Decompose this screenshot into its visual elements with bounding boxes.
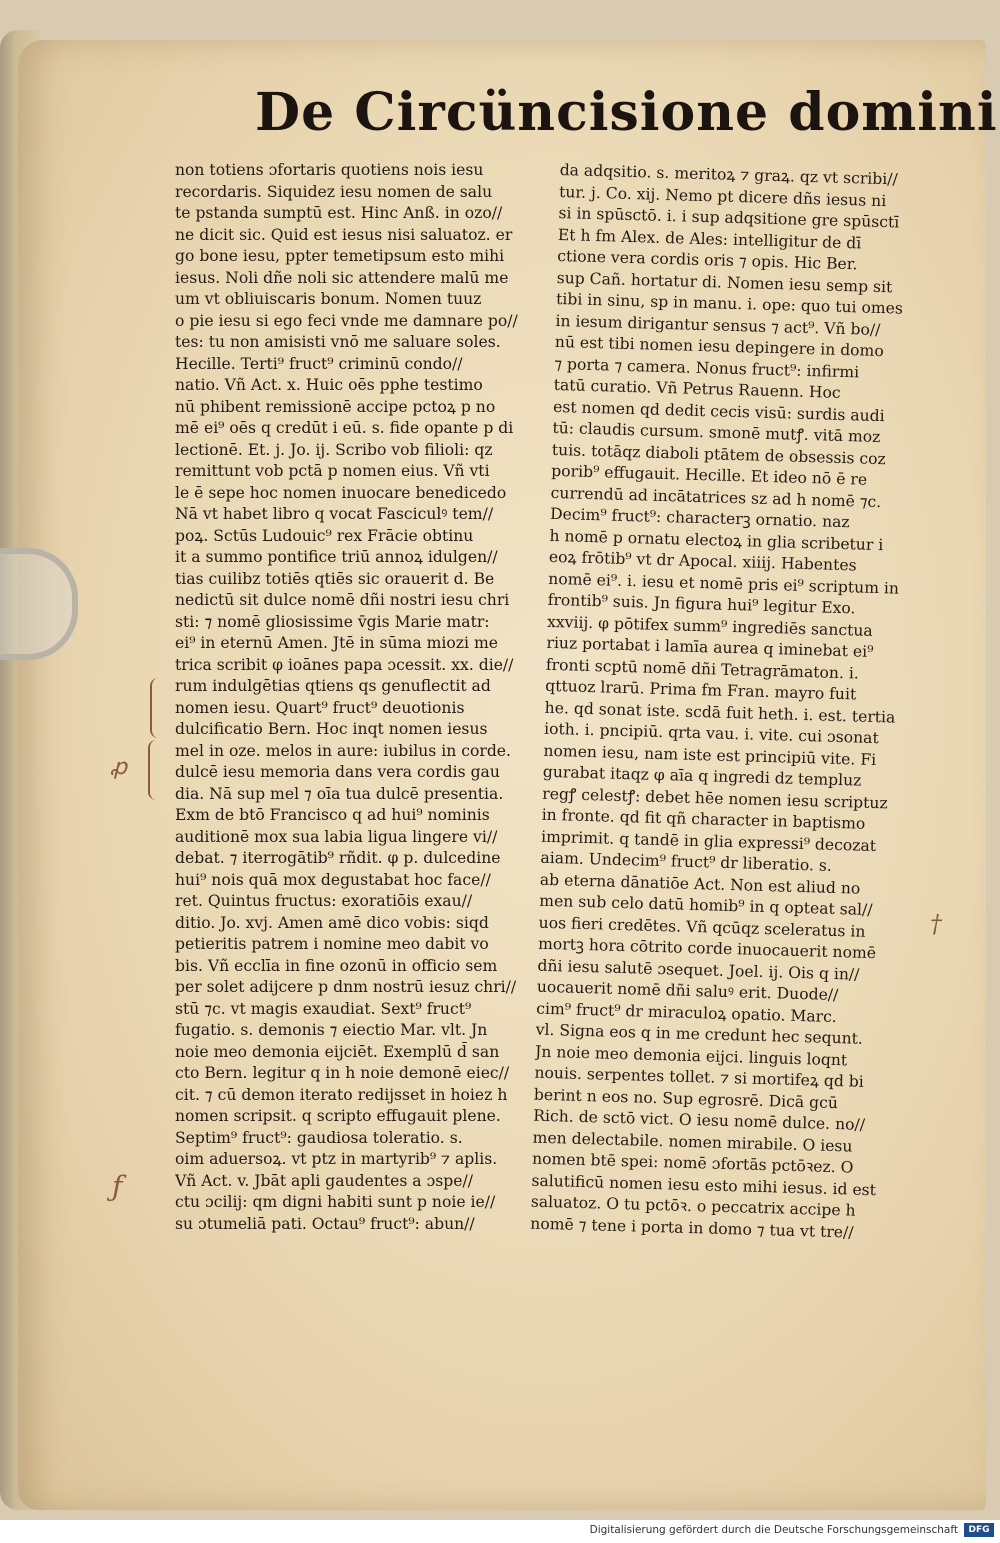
margin-note-mark: ƒ: [112, 1170, 123, 1203]
text-line: oim aduersoꝝ. vt ptz in martyrib⁹ ⁊ aplis.: [175, 1150, 498, 1168]
margin-bracket: [148, 740, 160, 800]
text-line: dulcificatio Bern. Hoc inqt nomen iesus: [175, 720, 488, 738]
text-line: Jn noie meo demonia eijci. linguis loqnt: [534, 1042, 848, 1069]
text-line: imprimit. q tandē in glia expressi⁹ decozat: [540, 827, 877, 855]
text-line: mē ei⁹ oēs q credūt i eū. s. fide opante p di: [175, 419, 514, 437]
margin-note-mark: †: [930, 910, 942, 938]
text-line: tū: claudis cursum. smonē mutꝭ. vitā moz: [552, 418, 881, 447]
text-line: stū ⁊c. vt magis exaudiat. Sext⁹ fruct⁹: [175, 999, 472, 1018]
text-line: nū est tibi nomen iesu depingere in domo: [554, 332, 884, 361]
text-line: ab eterna dānatiōe Act. Non est aliud no: [539, 870, 861, 898]
text-line: nomē ⁊ tene i porta in domo ⁊ tua vt tre//: [530, 1214, 854, 1242]
text-line: poꝝ. Sctūs Ludouic⁹ rex Frācie obtinu: [175, 526, 474, 545]
text-line: ctu ɔcilij: qm digni habiti sunt p noie ie//: [175, 1193, 496, 1211]
text-line: iesus. Noli dñe noli sic attendere malū me: [175, 268, 509, 287]
text-line: Et h fm Alex. de Ales: intelligitur de dī: [557, 225, 862, 252]
text-line: cim⁹ fruct⁹ dr miraculoꝝ opatio. Marc.: [536, 999, 838, 1026]
text-line: est nomen qd dedit cecis visū: surdis audi: [552, 397, 885, 425]
text-line: aiam. Undecim⁹ fruct⁹ dr liberatio. s.: [540, 848, 833, 875]
text-line: auditionē mox sua labia ligua lingere vi//: [175, 827, 498, 846]
text-line: dulcē iesu memoria dans vera cordis gau: [175, 763, 500, 781]
text-line: xxviij. φ pōtifex summ⁹ ingrediēs sanctua: [546, 612, 873, 640]
text-line: cit. ⁊ cū demon iterato redijsset in hoiez h: [175, 1085, 508, 1104]
text-line: um vt obliuiscaris bonum. Nomen tuuz: [175, 290, 482, 308]
text-line: ioth. i. pncipiū. qrta vau. i. vite. cui ɔsonat: [543, 719, 879, 748]
text-line: noie meo demonia eijciēt. Exemplū d̄ san: [175, 1042, 500, 1061]
text-line: go bone iesu, ppter temetipsum esto mihi: [175, 247, 505, 265]
text-column-right: [530, 160, 960, 1246]
dfg-logo-icon: DFG: [964, 1523, 994, 1537]
text-line: tur. j. Co. xij. Nemo pt dicere dñs iesus ni: [558, 182, 887, 210]
text-line: ne dicit sic. Quid est iesus nisi saluatoz. er: [175, 225, 513, 244]
text-line: salutificū nomen iesu esto mihi iesus. id est: [531, 1171, 877, 1199]
footer-bar: [0, 1520, 1000, 1543]
text-line: vl. Signa eos q in me credunt hec sequnt.: [535, 1020, 864, 1048]
text-line: ei⁹ in eternū Amen. Jtē in sūma miozi me: [175, 634, 498, 652]
text-line: non totiens ɔfortaris quotiens nois iesu: [175, 161, 484, 179]
text-line: saluatoz. O tu pctōꝛ. o peccatrix accipe h: [530, 1192, 856, 1220]
text-line: da adqsitio. s. meritoꝝ ⁊ graꝝ. qz vt scribi//: [559, 160, 898, 189]
text-line: nū phibent remissionē accipe pctoꝝ p no: [175, 397, 496, 416]
text-line: Nā vt habet libro q vocat Fasciculꝰ tem//: [175, 505, 494, 523]
text-line: si in spūsctō. i. i sup adqsitione gre spūsctī: [558, 203, 900, 232]
text-line: Decim⁹ fruct⁹: characterꝫ ornatio. naz: [549, 504, 850, 532]
text-line: men sub celo datū homib⁹ in q opteat sal//: [539, 891, 873, 920]
text-line: nomen scripsit. q scripto effugauit plene.: [175, 1107, 501, 1125]
text-line: ret. Quintus fructus: exoratiōis exau//: [175, 892, 473, 910]
text-line: nomē ei⁹. i. iesu et nomē pris ei⁹ scriptum in: [548, 569, 900, 598]
text-line: Septim⁹ fruct⁹: gaudiosa toleratio. s.: [175, 1128, 463, 1147]
text-line: tias cuilibz totiēs qtiēs sic orauerit d. Be: [175, 569, 495, 588]
text-line: riuz portabat i lamīa aurea q iminebat ei⁹: [546, 633, 874, 661]
text-line: currendū ad incātatrices sz ad h nomē ⁊c.: [550, 483, 882, 511]
text-line: Hecille. Terti⁹ fruct⁹ criminū condo//: [175, 354, 463, 373]
text-line: ⁊ porta ⁊ camera. Nonus fruct⁹: infirmi: [554, 354, 860, 381]
text-line: bis. Vñ ecclīa in fine ozonū in officio sem: [175, 956, 498, 975]
text-line: recordaris. Siquidez iesu nomen de salu: [175, 182, 493, 201]
text-line: petieritis patrem i nomine meo dabit vo: [175, 935, 489, 953]
text-line: natio. Vñ Act. x. Huic oēs pphe testimo: [175, 376, 483, 394]
text-line: trica scribit φ ioānes papa ɔcessit. xx. die//: [175, 655, 514, 674]
text-line: qttuoz lrarū. Prima fm Fran. mayro fuit: [545, 676, 857, 704]
text-line: su ɔtumeliā pati. Octau⁹ fruct⁹: abun//: [175, 1214, 475, 1233]
text-line: men delectabile. nomen mirabile. O iesu: [532, 1128, 853, 1156]
text-line: ditio. Jo. xvj. Amen amē dico vobis: siqd: [175, 913, 489, 932]
text-line: gurabat itaqz φ aīa q ingredi dz templuz: [542, 762, 862, 790]
text-line: tes: tu non amisisti vnō me saluare soles.: [175, 333, 501, 351]
text-line: remittunt vob pctā p nomen eius. Vñ vti: [175, 462, 490, 480]
text-line: fugatio. s. demonis ⁊ eiectio Mar. vlt. Jn: [175, 1021, 488, 1039]
funding-credit: Digitalisierung gefördert durch die Deutsche Forschungsgemeinschaft: [589, 1524, 958, 1536]
text-line: porib⁹ effugauit. Hecille. Et ideo nō ē re: [551, 461, 868, 489]
text-line: in iesum dirigantur sensus ⁊ act⁹. Vñ bo//: [555, 311, 881, 339]
text-line: h nomē p ornatu electoꝝ in glia scribetur i: [549, 526, 884, 554]
text-line: tibi in sinu, sp in manu. i. ope: quo tui omes: [555, 289, 904, 318]
text-line: frontib⁹ suis. Jn figura hui⁹ legitur Exo.: [547, 590, 856, 618]
text-line: Rich. de sctō vict. O iesu nomē dulce. no//: [533, 1106, 866, 1134]
text-line: uos fieri credētes. Vñ qcūqz sceleratus in: [538, 913, 866, 941]
text-line: regꝭ celestꝭ: debet hēe nomen iesu scriptuz: [542, 784, 888, 812]
text-line: lectionē. Et. j. Jo. ij. Scribo vob filioli: qz: [175, 440, 493, 459]
text-line: sti: ⁊ nomē gliosissime v̄gis Marie matr:: [175, 612, 490, 631]
text-line: mortꝫ hora cōtrito corde inuocauerit nomē: [537, 934, 877, 963]
text-line: rum indulgētias qtiens qs genuflectit ad: [175, 677, 491, 695]
text-line: ctione vera cordis oris ⁊ opis. Hic Ber.: [557, 246, 858, 274]
text-line: nouis. serpentes tollet. ⁊ si mortifeꝝ qd bi: [534, 1063, 865, 1091]
text-line: tuis. totāqz diaboli ptātem de obsessis coz: [551, 440, 887, 468]
text-line: le ē sepe hoc nomen inuocare benedicedo: [175, 483, 507, 502]
text-column-left: [175, 160, 555, 1235]
text-line: in fronte. qd fit qñ character in baptismo: [541, 805, 866, 833]
text-line: fronti scptū nomē dñi Tetragrāmaton. i.: [545, 655, 860, 683]
page-heading: De Circüncisione domini: [255, 82, 998, 143]
margin-note-mark: ꝓ: [110, 755, 128, 780]
text-line: berint n eos no. Sup egrosrē. Dicā gcū: [533, 1085, 839, 1112]
text-line: Vñ Act. v. Jbāt apli gaudentes a ɔspe//: [175, 1171, 474, 1190]
text-line: nomen iesu, nam iste est principiū vite. Fi: [543, 741, 877, 769]
text-line: hui⁹ nois quā mox degustabat hoc face//: [175, 870, 491, 889]
text-line: sup Cañ. hortatur di. Nomen iesu semp sit: [556, 268, 893, 296]
text-line: debat. ⁊ iterrogātib⁹ rñdit. φ p. dulcedine: [175, 849, 501, 867]
text-line: nomen btē spei: nomē ɔfortās pctōꝛez. O: [531, 1149, 854, 1177]
text-line: dia. Nā sup mel ⁊ oīa tua dulcē presentia.: [175, 784, 504, 803]
text-line: nedictū sit dulce nomē dñi nostri iesu chri: [175, 591, 510, 609]
text-line: o pie iesu si ego feci vnde me damnare po//: [175, 311, 518, 330]
text-line: tatū curatio. Vñ Petrus Rauenn. Hoc: [553, 375, 841, 402]
text-line: uocauerit nomē dñi saluꝰ erit. Duode//: [536, 977, 839, 1005]
text-line: dñi iesu salutē ɔsequet. Joel. ij. Ois q in//: [537, 956, 860, 984]
text-line: nomen iesu. Quart⁹ fruct⁹ deuotionis: [175, 698, 465, 717]
text-line: mel in oze. melos in aure: iubilus in corde.: [175, 741, 511, 760]
text-line: cto Bern. legitur q in h noie demonē eiec//: [175, 1064, 510, 1082]
text-line: he. qd sonat iste. scdā fuit heth. i. est. tertia: [544, 698, 896, 727]
text-line: Exm de btō Francisco q ad hui⁹ nominis: [175, 806, 490, 824]
text-line: eoꝝ frōtib⁹ vt dr Apocal. xiiij. Habentes: [548, 547, 857, 575]
margin-bracket: [150, 678, 162, 738]
text-line: it a summo pontifice triū annoꝝ idulgen//: [175, 548, 498, 566]
text-line: te pstanda sumptū est. Hinc Anß. in ozo//: [175, 204, 503, 222]
text-line: per solet adijcere p dnm nostrū iesuz chri//: [175, 978, 517, 996]
